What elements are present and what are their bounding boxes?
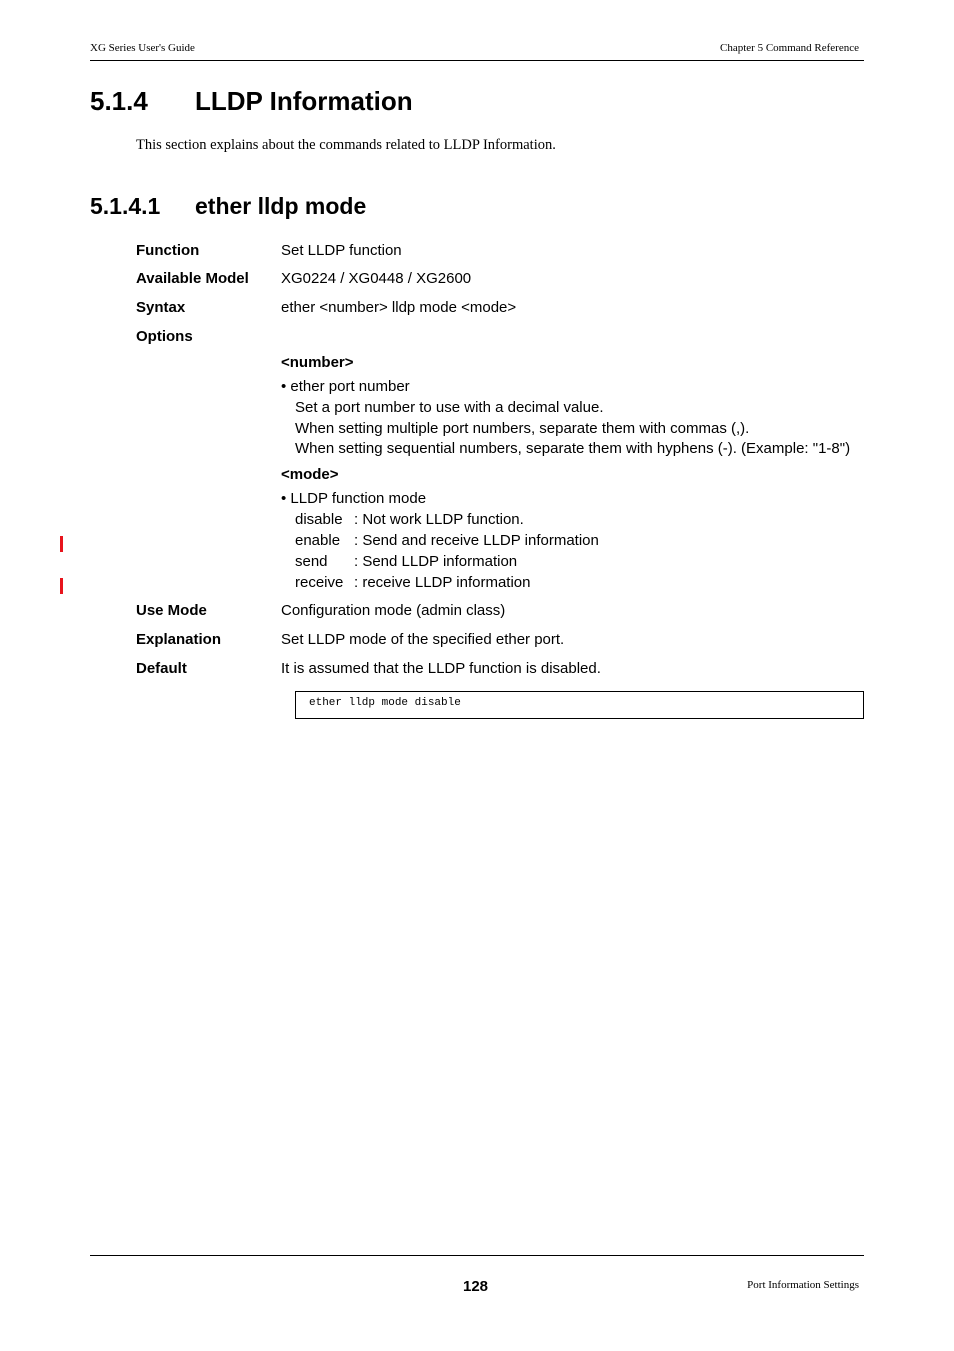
use-mode-value: Configuration mode (admin class)	[281, 602, 506, 619]
option-number-line: When setting multiple port numbers, separate them with commas (,).	[295, 420, 750, 437]
use-mode-label: Use Mode	[136, 602, 207, 619]
header-rule	[90, 60, 864, 61]
syntax-value: ether <number> lldp mode <mode>	[281, 299, 517, 316]
section-title: LLDP Information	[195, 86, 413, 116]
explanation-value: Set LLDP mode of the specified ether port.	[281, 631, 565, 648]
option-mode-bullet-text: LLDP function mode	[290, 490, 427, 507]
change-bar	[60, 536, 63, 552]
footer-rule	[90, 1255, 864, 1256]
subsection-heading	[90, 193, 366, 220]
mode-value-desc: : receive LLDP information	[354, 574, 531, 591]
default-value: It is assumed that the LLDP function is disabled.	[281, 660, 601, 677]
header-chapter-title: Chapter 5 Command Reference	[720, 42, 859, 54]
function-label: Function	[136, 242, 200, 259]
option-number-line: Set a port number to use with a decimal value.	[295, 399, 604, 416]
option-number-heading: <number>	[281, 354, 354, 371]
available-model-value: XG0224 / XG0448 / XG2600	[281, 270, 472, 287]
syntax-label: Syntax	[136, 299, 186, 316]
section-heading	[90, 86, 413, 117]
explanation-label: Explanation	[136, 631, 222, 648]
available-model-label: Available Model	[136, 270, 249, 287]
mode-value-desc: : Send LLDP information	[354, 553, 518, 570]
function-value: Set LLDP function	[281, 242, 402, 259]
option-mode-bullet: • LLDP function mode	[281, 490, 427, 507]
change-bar	[60, 578, 63, 594]
section-intro: This section explains about the commands related to LLDP Information.	[136, 137, 556, 153]
subsection-number: 5.1.4.1	[90, 193, 161, 219]
subsection-title: ether lldp mode	[195, 193, 367, 219]
mode-value-name: send	[295, 553, 328, 570]
option-number-bullet-text: ether port number	[290, 378, 410, 395]
option-mode-heading: <mode>	[281, 466, 339, 483]
option-number-line: When setting sequential numbers, separate them with hyphens (-). (Example: "1-8")	[295, 440, 851, 457]
mode-value-name: enable	[295, 532, 341, 549]
default-label: Default	[136, 660, 187, 677]
mode-value-desc: : Not work LLDP function.	[354, 511, 524, 528]
section-number: 5.1.4	[90, 86, 148, 116]
default-code: ether lldp mode disable	[309, 697, 461, 709]
options-label: Options	[136, 328, 193, 345]
mode-value-desc: : Send and receive LLDP information	[354, 532, 599, 549]
mode-value-name: disable	[295, 511, 343, 528]
footer-section-title: Port Information Settings	[747, 1279, 859, 1291]
header-guide-title: XG Series User's Guide	[90, 42, 195, 54]
page-number: 128	[463, 1278, 489, 1295]
option-number-bullet: • ether port number	[281, 378, 410, 395]
default-code-box	[295, 691, 864, 719]
mode-value-name: receive	[295, 574, 344, 591]
